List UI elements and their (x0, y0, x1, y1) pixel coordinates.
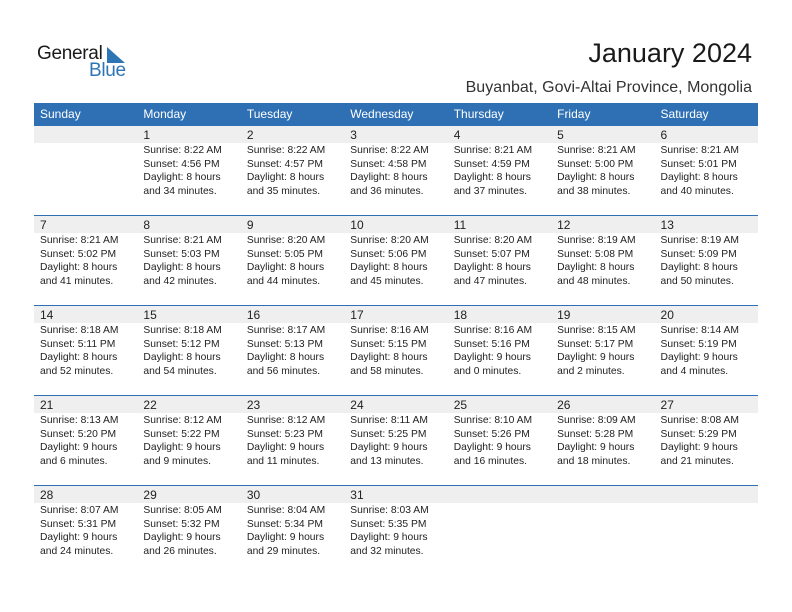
day-number (551, 486, 654, 503)
day-cell (551, 143, 654, 198)
day-number: 7 (40, 218, 47, 232)
sunset-text: Sunset: 5:05 PM (246, 248, 323, 260)
minutes-text: and 48 minutes. (557, 275, 631, 287)
sunrise-text: Sunrise: 8:19 AM (557, 235, 636, 246)
daylight-text: Daylight: 8 hours (660, 172, 738, 183)
minutes-text: and 56 minutes. (246, 365, 321, 377)
minutes-text: and 13 minutes. (350, 455, 424, 467)
minutes-text: and 35 minutes. (246, 185, 321, 197)
date-number-row (34, 486, 758, 503)
week-row-2 (34, 215, 758, 306)
weekday-sunday: Sunday (40, 107, 81, 121)
sunset-text: Sunset: 5:00 PM (557, 158, 634, 170)
sun-info-row (34, 143, 758, 198)
day-cell (655, 413, 758, 468)
calendar-title: January 2024 (588, 38, 752, 68)
day-number: 26 (557, 398, 571, 412)
sunrise-text: Sunrise: 8:21 AM (40, 235, 119, 246)
day-number: 11 (453, 218, 467, 232)
daylight-text: Daylight: 9 hours (246, 532, 325, 543)
weekday-saturday: Saturday (660, 107, 709, 121)
day-number: 9 (246, 218, 254, 232)
day-cell (137, 233, 240, 288)
sunset-text: Sunset: 5:07 PM (453, 248, 530, 260)
day-cell (137, 413, 240, 468)
sunrise-text: Sunrise: 8:20 AM (453, 235, 533, 246)
day-number: 19 (557, 308, 571, 322)
sunrise-text: Sunrise: 8:22 AM (143, 145, 222, 156)
date-number-row (34, 216, 758, 233)
day-number: 18 (453, 308, 468, 322)
daylight-text: Daylight: 8 hours (453, 262, 531, 273)
day-cell (655, 233, 758, 288)
day-cell (241, 233, 344, 288)
day-cell (448, 413, 551, 468)
sunrise-text: Sunrise: 8:14 AM (660, 325, 739, 336)
sun-info-row (34, 503, 758, 558)
minutes-text: and 50 minutes. (660, 275, 734, 287)
sunset-text: Sunset: 5:19 PM (660, 338, 737, 350)
daylight-text: Daylight: 8 hours (40, 352, 118, 363)
sunset-text: Sunset: 5:15 PM (350, 338, 427, 350)
sunrise-text: Sunrise: 8:15 AM (557, 325, 636, 336)
minutes-text: and 21 minutes. (660, 455, 734, 467)
day-cell (344, 143, 447, 198)
daylight-text: Daylight: 8 hours (453, 172, 531, 183)
day-number: 6 (660, 128, 668, 142)
day-cell (655, 503, 758, 558)
daylight-text: Daylight: 9 hours (453, 442, 531, 453)
sunset-text: Sunset: 5:31 PM (40, 518, 117, 530)
daylight-text: Daylight: 9 hours (143, 532, 221, 543)
day-cell (344, 413, 447, 468)
sunset-text: Sunset: 5:17 PM (557, 338, 634, 350)
daylight-text: Daylight: 8 hours (350, 352, 428, 363)
minutes-text: and 37 minutes. (453, 185, 527, 197)
day-cell (241, 323, 344, 378)
logo-text-blue: Blue (89, 60, 126, 81)
sunset-text: Sunset: 5:22 PM (143, 428, 220, 440)
day-number: 10 (350, 218, 364, 232)
minutes-text: and 11 minutes. (246, 455, 320, 467)
minutes-text: and 45 minutes. (350, 275, 424, 287)
daylight-text: Daylight: 8 hours (557, 172, 635, 183)
sun-info-row (34, 413, 758, 468)
day-cell (448, 503, 551, 558)
day-number: 23 (246, 398, 261, 412)
day-number: 16 (246, 308, 261, 322)
sunrise-text: Sunrise: 8:18 AM (143, 325, 222, 336)
minutes-text: and 52 minutes. (40, 365, 114, 377)
sunset-text: Sunset: 4:58 PM (350, 158, 427, 170)
minutes-text: and 58 minutes. (350, 365, 424, 377)
day-cell (448, 233, 551, 288)
daylight-text: Daylight: 9 hours (350, 532, 428, 543)
sunset-text: Sunset: 5:26 PM (453, 428, 530, 440)
weekday-header (34, 103, 758, 125)
sunset-text: Sunset: 5:03 PM (143, 248, 220, 260)
day-cell (137, 503, 240, 558)
sunset-text: Sunset: 5:35 PM (350, 518, 427, 530)
day-cell (448, 143, 551, 198)
day-cell (551, 413, 654, 468)
day-cell (551, 233, 654, 288)
day-number: 27 (660, 398, 674, 412)
sunset-text: Sunset: 5:28 PM (557, 428, 634, 440)
sunset-text: Sunset: 5:01 PM (660, 158, 737, 170)
daylight-text: Daylight: 9 hours (40, 532, 118, 543)
minutes-text: and 26 minutes. (143, 545, 217, 557)
day-cell (34, 503, 137, 558)
minutes-text: and 29 minutes. (246, 545, 321, 557)
day-cell (655, 323, 758, 378)
sunset-text: Sunset: 5:29 PM (660, 428, 737, 440)
day-number: 28 (40, 488, 54, 502)
minutes-text: and 18 minutes. (557, 455, 631, 467)
day-number: 3 (350, 128, 357, 142)
daylight-text: Daylight: 9 hours (557, 442, 635, 453)
sunset-text: Sunset: 5:02 PM (40, 248, 117, 260)
date-number-row (34, 396, 758, 413)
sunrise-text: Sunrise: 8:16 AM (350, 325, 429, 336)
daylight-text: Daylight: 8 hours (350, 262, 428, 273)
minutes-text: and 6 minutes. (40, 455, 108, 467)
minutes-text: and 32 minutes. (350, 545, 424, 557)
day-number: 12 (557, 218, 571, 232)
sunrise-text: Sunrise: 8:09 AM (557, 415, 636, 426)
sunrise-text: Sunrise: 8:18 AM (40, 325, 119, 336)
day-number: 8 (143, 218, 151, 232)
daylight-text: Daylight: 9 hours (143, 442, 221, 453)
daylight-text: Daylight: 9 hours (660, 352, 738, 363)
daylight-text: Daylight: 9 hours (350, 442, 428, 453)
day-number: 2 (246, 128, 254, 142)
week-row-3 (34, 305, 758, 396)
sunrise-text: Sunrise: 8:22 AM (246, 145, 326, 156)
sunrise-text: Sunrise: 8:21 AM (143, 235, 222, 246)
week-row-4 (34, 395, 758, 486)
day-number: 29 (143, 488, 157, 502)
minutes-text: and 24 minutes. (40, 545, 114, 557)
minutes-text: and 2 minutes. (557, 365, 625, 377)
daylight-text: Daylight: 8 hours (246, 172, 325, 183)
minutes-text: and 36 minutes. (350, 185, 424, 197)
minutes-text: and 9 minutes. (143, 455, 211, 467)
day-cell (34, 413, 137, 468)
sunrise-text: Sunrise: 8:08 AM (660, 415, 739, 426)
sunset-text: Sunset: 5:12 PM (143, 338, 220, 350)
sunrise-text: Sunrise: 8:10 AM (453, 415, 533, 426)
sunset-text: Sunset: 5:11 PM (40, 338, 116, 350)
weekday-thursday: Thursday (453, 107, 504, 121)
generalblue-logo (37, 43, 137, 83)
sunrise-text: Sunrise: 8:20 AM (350, 235, 429, 246)
daylight-text: Daylight: 9 hours (557, 352, 635, 363)
sunrise-text: Sunrise: 8:12 AM (246, 415, 326, 426)
day-number: 20 (660, 308, 674, 322)
sun-info-row (34, 323, 758, 378)
day-cell (655, 143, 758, 198)
minutes-text: and 0 minutes. (453, 365, 522, 377)
day-number: 14 (40, 308, 54, 322)
minutes-text: and 16 minutes. (453, 455, 527, 467)
daylight-text: Daylight: 8 hours (350, 172, 428, 183)
date-number-row (34, 126, 758, 143)
day-cell (448, 323, 551, 378)
sunrise-text: Sunrise: 8:12 AM (143, 415, 222, 426)
sunset-text: Sunset: 5:23 PM (246, 428, 323, 440)
daylight-text: Daylight: 9 hours (246, 442, 325, 453)
day-cell (241, 143, 344, 198)
day-cell (551, 323, 654, 378)
minutes-text: and 42 minutes. (143, 275, 217, 287)
day-cell (34, 233, 137, 288)
weekday-monday: Monday (143, 107, 187, 121)
day-cell (344, 233, 447, 288)
day-number: 15 (143, 308, 157, 322)
day-number: 24 (350, 398, 364, 412)
day-number (655, 486, 758, 503)
week-row-5 (34, 485, 758, 576)
minutes-text: and 47 minutes. (453, 275, 527, 287)
day-number: 25 (453, 398, 468, 412)
sunrise-text: Sunrise: 8:20 AM (246, 235, 326, 246)
day-number: 31 (350, 488, 364, 502)
day-number: 5 (557, 128, 564, 142)
daylight-text: Daylight: 8 hours (246, 352, 325, 363)
sunset-text: Sunset: 5:32 PM (143, 518, 220, 530)
day-number (448, 486, 551, 503)
sunrise-text: Sunrise: 8:19 AM (660, 235, 739, 246)
daylight-text: Daylight: 9 hours (660, 442, 738, 453)
minutes-text: and 38 minutes. (557, 185, 631, 197)
sunset-text: Sunset: 4:59 PM (453, 158, 530, 170)
daylight-text: Daylight: 8 hours (143, 352, 221, 363)
minutes-text: and 44 minutes. (246, 275, 321, 287)
sunrise-text: Sunrise: 8:11 AM (350, 415, 428, 426)
logo-text-general: General (37, 43, 103, 64)
day-cell (551, 503, 654, 558)
day-cell (344, 323, 447, 378)
day-number: 21 (40, 398, 54, 412)
sunrise-text: Sunrise: 8:17 AM (246, 325, 326, 336)
sunset-text: Sunset: 4:56 PM (143, 158, 220, 170)
day-number: 22 (143, 398, 157, 412)
daylight-text: Daylight: 8 hours (143, 262, 221, 273)
sunrise-text: Sunrise: 8:21 AM (660, 145, 739, 156)
day-cell (241, 503, 344, 558)
sunrise-text: Sunrise: 8:21 AM (453, 145, 533, 156)
day-number (34, 126, 137, 143)
sunrise-text: Sunrise: 8:03 AM (350, 505, 429, 516)
sunrise-text: Sunrise: 8:16 AM (453, 325, 533, 336)
day-number: 17 (350, 308, 364, 322)
sunset-text: Sunset: 5:20 PM (40, 428, 117, 440)
daylight-text: Daylight: 8 hours (660, 262, 738, 273)
sunrise-text: Sunrise: 8:13 AM (40, 415, 119, 426)
sunrise-text: Sunrise: 8:04 AM (246, 505, 326, 516)
weekday-wednesday: Wednesday (350, 107, 414, 121)
sunrise-text: Sunrise: 8:05 AM (143, 505, 222, 516)
sunrise-text: Sunrise: 8:21 AM (557, 145, 636, 156)
day-cell (137, 143, 240, 198)
day-cell (344, 503, 447, 558)
day-cell (34, 323, 137, 378)
minutes-text: and 4 minutes. (660, 365, 729, 377)
day-cell (34, 143, 137, 198)
sunrise-text: Sunrise: 8:22 AM (350, 145, 429, 156)
sunset-text: Sunset: 5:13 PM (246, 338, 323, 350)
minutes-text: and 34 minutes. (143, 185, 217, 197)
sunset-text: Sunset: 4:57 PM (246, 158, 323, 170)
calendar-location: Buyanbat, Govi-Altai Province, Mongolia (465, 79, 752, 96)
sun-info-row (34, 233, 758, 288)
minutes-text: and 41 minutes. (40, 275, 114, 287)
daylight-text: Daylight: 9 hours (40, 442, 118, 453)
sunset-text: Sunset: 5:06 PM (350, 248, 427, 260)
sunset-text: Sunset: 5:16 PM (453, 338, 530, 350)
day-number: 4 (453, 128, 461, 142)
daylight-text: Daylight: 8 hours (557, 262, 635, 273)
date-number-row (34, 306, 758, 323)
daylight-text: Daylight: 8 hours (40, 262, 118, 273)
sunset-text: Sunset: 5:25 PM (350, 428, 427, 440)
minutes-text: and 54 minutes. (143, 365, 217, 377)
day-number: 13 (660, 218, 674, 232)
sunset-text: Sunset: 5:34 PM (246, 518, 323, 530)
daylight-text: Daylight: 8 hours (246, 262, 325, 273)
sunrise-text: Sunrise: 8:07 AM (40, 505, 119, 516)
weekday-friday: Friday (557, 107, 591, 121)
week-row-1 (34, 125, 758, 216)
minutes-text: and 40 minutes. (660, 185, 734, 197)
day-cell (241, 413, 344, 468)
day-number: 30 (246, 488, 261, 502)
weekday-tuesday: Tuesday (246, 107, 293, 121)
daylight-text: Daylight: 8 hours (143, 172, 221, 183)
sunset-text: Sunset: 5:09 PM (660, 248, 737, 260)
day-number: 1 (143, 128, 151, 142)
sunset-text: Sunset: 5:08 PM (557, 248, 634, 260)
day-cell (137, 323, 240, 378)
daylight-text: Daylight: 9 hours (453, 352, 531, 363)
